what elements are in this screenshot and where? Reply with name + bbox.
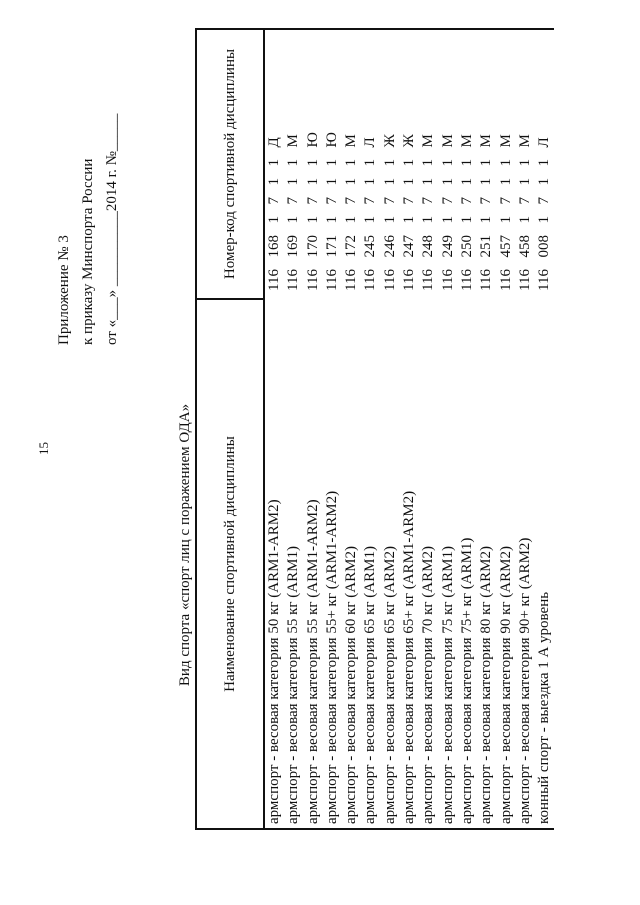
disciplines-table (195, 28, 554, 830)
discipline-code-cell: 116 245 1 7 1 1 Л (361, 29, 380, 299)
discipline-code-cell: 116 458 1 7 1 1 М (516, 29, 535, 299)
annex-date-number-line: от «___» __________2014 г. №_____ (104, 113, 120, 345)
discipline-code-cell: 116 247 1 7 1 1 Ж (400, 29, 419, 299)
discipline-code-cell: 116 170 1 7 1 1 Ю (304, 29, 323, 299)
table-row (458, 29, 477, 829)
page-number: 15 (36, 442, 51, 455)
discipline-code-cell: 116 251 1 7 1 1 М (477, 29, 496, 299)
table-row (284, 29, 303, 829)
header-discipline-code-text: Номер-код спортивной дисциплины (222, 48, 238, 280)
discipline-name-cell: армспорт - весовая категория 50 кг (ARM1-ARM2) (264, 299, 284, 829)
discipline-code-cell: 116 250 1 7 1 1 М (458, 29, 477, 299)
discipline-name-cell: армспорт - весовая категория 80 кг (ARM2) (477, 299, 496, 829)
discipline-name-cell: армспорт - весовая категория 55 кг (ARM1) (284, 299, 303, 829)
table-row (304, 29, 323, 829)
discipline-name-cell: армспорт - весовая категория 90 кг (ARM2) (497, 299, 516, 829)
annex-order-reference: к приказу Минспорта России (80, 158, 96, 345)
table-row (516, 29, 535, 829)
discipline-code-cell: 116 249 1 7 1 1 М (439, 29, 458, 299)
table-row (323, 29, 342, 829)
discipline-code-cell: 116 171 1 7 1 1 Ю (323, 29, 342, 299)
discipline-name-cell: армспорт - весовая категория 55 кг (ARM1-ARM2) (304, 299, 323, 829)
table-row (477, 29, 496, 829)
discipline-name-cell: армспорт - весовая категория 55+ кг (ARM1-ARM2) (323, 299, 342, 829)
table-row (439, 29, 458, 829)
discipline-code-cell: 116 008 1 7 1 1 Л (535, 29, 554, 299)
table-row (264, 29, 284, 829)
sport-title: Вид спорта «спорт лиц с поражением ОДА» (177, 403, 193, 687)
table-row (381, 29, 400, 829)
table-header-row (196, 29, 264, 829)
discipline-code-cell: 116 457 1 7 1 1 М (497, 29, 516, 299)
discipline-name-cell: армспорт - весовая категория 60 кг (ARM2) (342, 299, 361, 829)
discipline-code-cell: 116 168 1 7 1 1 Д (264, 29, 284, 299)
table-row (419, 29, 438, 829)
header-discipline-name: Наименование спортивной дисциплины (196, 299, 264, 829)
discipline-name-cell: армспорт - весовая категория 75+ кг (ARM1) (458, 299, 477, 829)
table-row (342, 29, 361, 829)
discipline-name-cell: армспорт - весовая категория 65 кг (ARM2) (381, 299, 400, 829)
header-discipline-code (196, 29, 264, 299)
discipline-code-cell: 116 172 1 7 1 1 М (342, 29, 361, 299)
table-row (497, 29, 516, 829)
discipline-name-cell: армспорт - весовая категория 70 кг (ARM2) (419, 299, 438, 829)
discipline-code-cell: 116 169 1 7 1 1 М (284, 29, 303, 299)
table-body (264, 29, 554, 829)
table-row (400, 29, 419, 829)
discipline-name-cell: конный спорт - выездка 1 А уровень (535, 299, 554, 829)
discipline-name-cell: армспорт - весовая категория 65+ кг (ARM1-ARM2) (400, 299, 419, 829)
discipline-name-cell: армспорт - весовая категория 65 кг (ARM1) (361, 299, 380, 829)
discipline-code-cell: 116 248 1 7 1 1 М (419, 29, 438, 299)
discipline-code-cell: 116 246 1 7 1 1 Ж (381, 29, 400, 299)
table-row (535, 29, 554, 829)
table-row (361, 29, 380, 829)
discipline-name-cell: армспорт - весовая категория 90+ кг (ARM2) (516, 299, 535, 829)
annex-number: Приложение № 3 (56, 235, 72, 345)
discipline-name-cell: армспорт - весовая категория 75 кг (ARM1) (439, 299, 458, 829)
